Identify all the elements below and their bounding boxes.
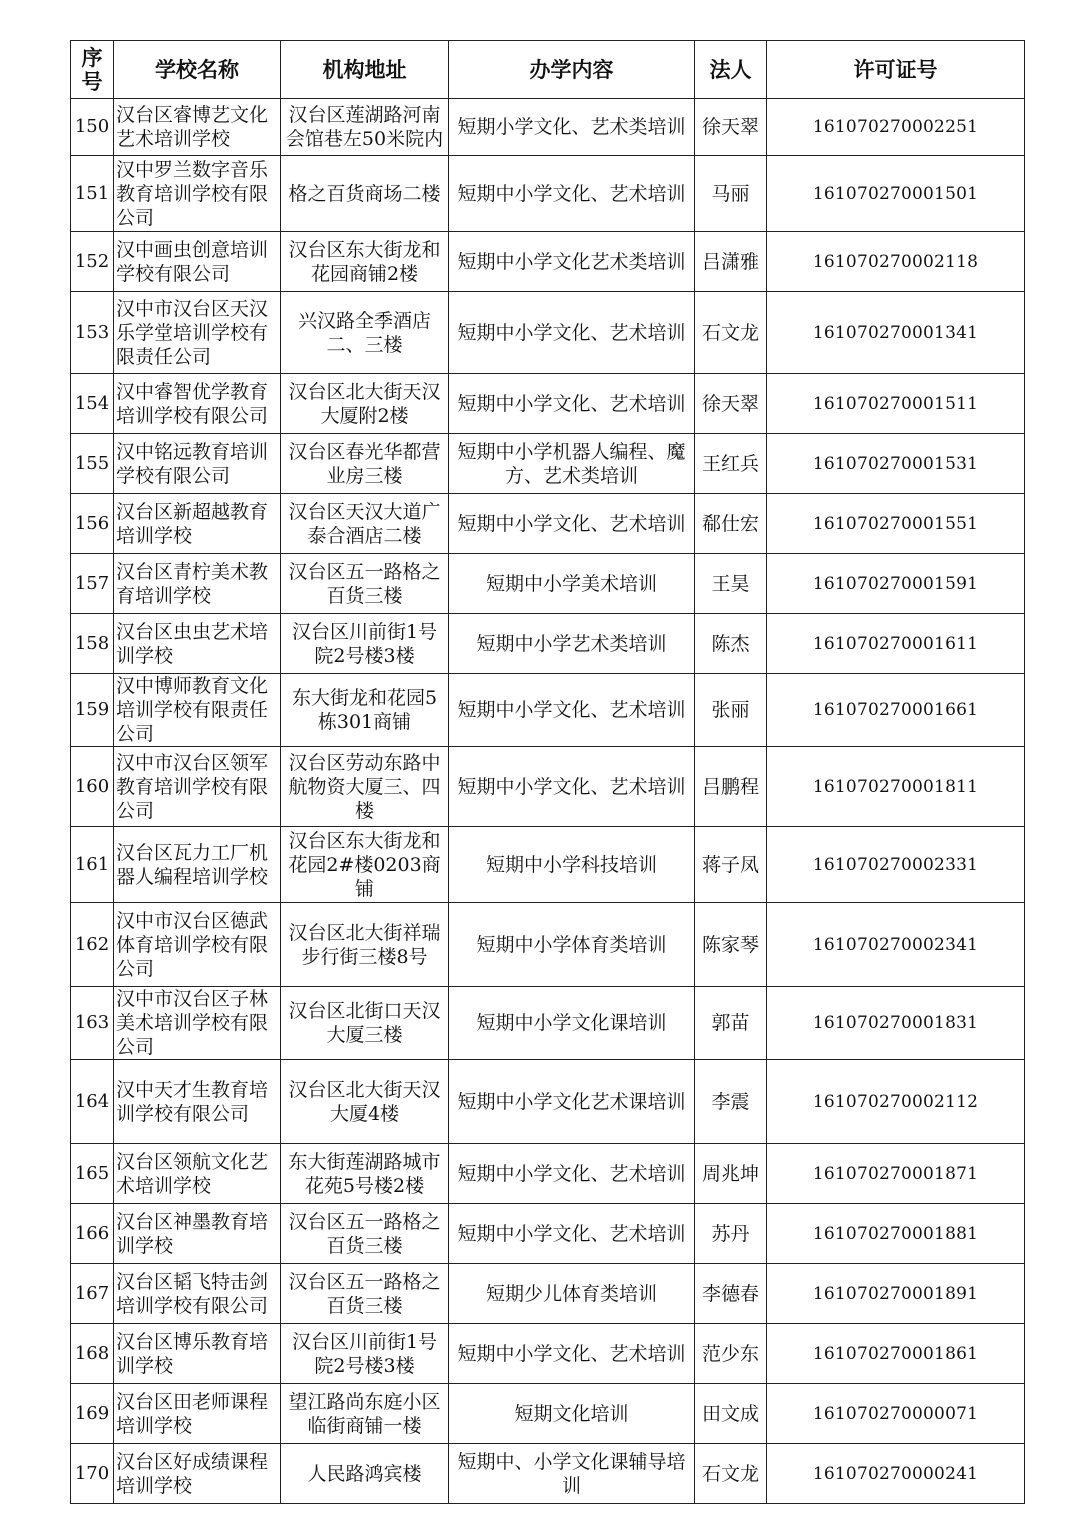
school-name: 汉中市汉台区领军教育培训学校有限公司 (114, 747, 281, 827)
school-name: 汉台区领航文化艺术培训学校 (114, 1144, 281, 1204)
license-number: 161070270001501 (767, 156, 1025, 232)
header-no: 序号 (71, 41, 114, 99)
school-name: 汉中睿智优学教育培训学校有限公司 (114, 374, 281, 434)
table-row (71, 156, 1025, 232)
school-name: 汉中天才生教育培训学校有限公司 (114, 1060, 281, 1144)
license-number: 161070270002118 (767, 232, 1025, 292)
header-scope: 办学内容 (449, 41, 695, 99)
training-scope: 短期中小学文化、艺术培训 (449, 747, 695, 827)
table-row (71, 292, 1025, 374)
legal-representative: 范少东 (695, 1324, 767, 1384)
school-name: 汉中市汉台区子林美术培训学校有限公司 (114, 987, 281, 1060)
license-number: 161070270001341 (767, 292, 1025, 374)
table-row (71, 1444, 1025, 1504)
school-address: 汉台区春光华都营业房三楼 (281, 434, 449, 494)
school-name: 汉台区睿博艺文化艺术培训学校 (114, 99, 281, 156)
header-license: 许可证号 (767, 41, 1025, 99)
training-scope: 短期中小学文化、艺术培训 (449, 1204, 695, 1264)
row-number: 170 (71, 1444, 114, 1504)
school-address: 汉台区北大街祥瑞步行街三楼8号 (281, 903, 449, 987)
legal-representative: 周兆坤 (695, 1144, 767, 1204)
license-number: 161070270001511 (767, 374, 1025, 434)
table-row (71, 1384, 1025, 1444)
training-scope: 短期中小学美术培训 (449, 554, 695, 614)
school-name: 汉台区神墨教育培训学校 (114, 1204, 281, 1264)
row-number: 164 (71, 1060, 114, 1144)
school-address: 望江路尚东庭小区临街商铺一楼 (281, 1384, 449, 1444)
school-name: 汉台区田老师课程培训学校 (114, 1384, 281, 1444)
row-number: 151 (71, 156, 114, 232)
row-number: 157 (71, 554, 114, 614)
license-number: 161070270001551 (767, 494, 1025, 554)
row-number: 152 (71, 232, 114, 292)
legal-representative: 李震 (695, 1060, 767, 1144)
training-scope: 短期中小学科技培训 (449, 827, 695, 903)
table-row (71, 747, 1025, 827)
license-number: 161070270001861 (767, 1324, 1025, 1384)
school-name: 汉台区虫虫艺术培训学校 (114, 614, 281, 674)
school-name: 汉中市汉台区天汉乐学堂培训学校有限责任公司 (114, 292, 281, 374)
table-row (71, 674, 1025, 747)
row-number: 159 (71, 674, 114, 747)
legal-representative: 石文龙 (695, 1444, 767, 1504)
header-school-name: 学校名称 (114, 41, 281, 99)
school-name: 汉台区韬飞特击剑培训学校有限公司 (114, 1264, 281, 1324)
header-row (71, 41, 1025, 99)
license-number: 161070270001591 (767, 554, 1025, 614)
training-scope: 短期中小学文化、艺术培训 (449, 156, 695, 232)
school-name: 汉台区好成绩课程培训学校 (114, 1444, 281, 1504)
school-name: 汉台区青柠美术教育培训学校 (114, 554, 281, 614)
license-number: 161070270000071 (767, 1384, 1025, 1444)
training-scope: 短期中小学文化、艺术培训 (449, 374, 695, 434)
table-row (71, 1264, 1025, 1324)
school-name: 汉中铭远教育培训学校有限公司 (114, 434, 281, 494)
license-number: 161070270002341 (767, 903, 1025, 987)
table-row (71, 1324, 1025, 1384)
legal-representative: 王红兵 (695, 434, 767, 494)
training-scope: 短期中小学文化艺术课培训 (449, 1060, 695, 1144)
school-address: 人民路鸿宾楼 (281, 1444, 449, 1504)
table-row (71, 434, 1025, 494)
legal-representative: 石文龙 (695, 292, 767, 374)
license-number: 161070270001881 (767, 1204, 1025, 1264)
table-row (71, 903, 1025, 987)
training-scope: 短期中、小学文化课辅导培训 (449, 1444, 695, 1504)
license-number: 161070270001611 (767, 614, 1025, 674)
table-row (71, 232, 1025, 292)
header-legal-rep: 法人 (695, 41, 767, 99)
row-number: 155 (71, 434, 114, 494)
school-address: 汉台区莲湖路河南会馆巷左50米院内 (281, 99, 449, 156)
row-number: 160 (71, 747, 114, 827)
school-address: 汉台区天汉大道广泰合酒店二楼 (281, 494, 449, 554)
legal-representative: 陈杰 (695, 614, 767, 674)
license-number: 161070270001661 (767, 674, 1025, 747)
table-row (71, 1204, 1025, 1264)
legal-representative: 郭苗 (695, 987, 767, 1060)
table-row (71, 494, 1025, 554)
legal-representative: 苏丹 (695, 1204, 767, 1264)
row-number: 154 (71, 374, 114, 434)
training-scope: 短期中小学文化艺术类培训 (449, 232, 695, 292)
row-number: 168 (71, 1324, 114, 1384)
legal-representative: 张丽 (695, 674, 767, 747)
school-address: 格之百货商场二楼 (281, 156, 449, 232)
training-scope: 短期小学文化、艺术类培训 (449, 99, 695, 156)
training-scope: 短期中小学文化课培训 (449, 987, 695, 1060)
training-scope: 短期中小学机器人编程、魔方、艺术类培训 (449, 434, 695, 494)
row-number: 169 (71, 1384, 114, 1444)
school-address: 汉台区东大街龙和花园商铺2楼 (281, 232, 449, 292)
license-number: 161070270002251 (767, 99, 1025, 156)
school-name: 汉中市汉台区德武体育培训学校有限公司 (114, 903, 281, 987)
school-name: 汉台区博乐教育培训学校 (114, 1324, 281, 1384)
training-scope: 短期文化培训 (449, 1384, 695, 1444)
school-address: 东大街龙和花园5栋301商铺 (281, 674, 449, 747)
school-address: 汉台区劳动东路中航物资大厦三、四楼 (281, 747, 449, 827)
header-address: 机构地址 (281, 41, 449, 99)
row-number: 153 (71, 292, 114, 374)
row-number: 150 (71, 99, 114, 156)
table-row (71, 99, 1025, 156)
license-number: 161070270002331 (767, 827, 1025, 903)
school-name: 汉台区瓦力工厂机器人编程培训学校 (114, 827, 281, 903)
table-row (71, 374, 1025, 434)
legal-representative: 陈家琴 (695, 903, 767, 987)
license-number: 161070270002112 (767, 1060, 1025, 1144)
license-number: 161070270001871 (767, 1144, 1025, 1204)
row-number: 167 (71, 1264, 114, 1324)
table-row (71, 827, 1025, 903)
school-address: 汉台区五一路格之百货三楼 (281, 1204, 449, 1264)
school-address: 汉台区北大街天汉大厦附2楼 (281, 374, 449, 434)
legal-representative: 徐天翠 (695, 99, 767, 156)
table-row (71, 987, 1025, 1060)
row-number: 165 (71, 1144, 114, 1204)
school-address: 汉台区川前街1号院2号楼3楼 (281, 1324, 449, 1384)
legal-representative: 王昊 (695, 554, 767, 614)
school-address: 汉台区北街口天汉大厦三楼 (281, 987, 449, 1060)
license-number: 161070270001531 (767, 434, 1025, 494)
legal-representative: 徐天翠 (695, 374, 767, 434)
training-scope: 短期中小学文化、艺术培训 (449, 1324, 695, 1384)
legal-representative: 马丽 (695, 156, 767, 232)
school-address: 汉台区东大街龙和花园2#楼0203商铺 (281, 827, 449, 903)
row-number: 166 (71, 1204, 114, 1264)
school-address: 汉台区五一路格之百货三楼 (281, 1264, 449, 1324)
school-address: 汉台区川前街1号院2号楼3楼 (281, 614, 449, 674)
legal-representative: 蒋子凤 (695, 827, 767, 903)
training-scope: 短期中小学文化、艺术培训 (449, 1144, 695, 1204)
table-row (71, 614, 1025, 674)
legal-representative: 田文成 (695, 1384, 767, 1444)
school-name: 汉中画虫创意培训学校有限公司 (114, 232, 281, 292)
row-number: 156 (71, 494, 114, 554)
training-scope: 短期中小学艺术类培训 (449, 614, 695, 674)
school-address: 东大街莲湖路城市花苑5号楼2楼 (281, 1144, 449, 1204)
license-number: 161070270001891 (767, 1264, 1025, 1324)
license-number: 161070270000241 (767, 1444, 1025, 1504)
row-number: 158 (71, 614, 114, 674)
row-number: 163 (71, 987, 114, 1060)
legal-representative: 李德春 (695, 1264, 767, 1324)
school-name: 汉台区新超越教育培训学校 (114, 494, 281, 554)
table-row (71, 554, 1025, 614)
row-number: 161 (71, 827, 114, 903)
license-number: 161070270001811 (767, 747, 1025, 827)
legal-representative: 吕潇雅 (695, 232, 767, 292)
school-name: 汉中博师教育文化培训学校有限责任公司 (114, 674, 281, 747)
school-address: 汉台区北大街天汉大厦4楼 (281, 1060, 449, 1144)
legal-representative: 郗仕宏 (695, 494, 767, 554)
training-scope: 短期中小学文化、艺术培训 (449, 494, 695, 554)
training-scope: 短期中小学文化、艺术培训 (449, 292, 695, 374)
table-row (71, 1144, 1025, 1204)
license-number: 161070270001831 (767, 987, 1025, 1060)
row-number: 162 (71, 903, 114, 987)
school-address: 兴汉路全季酒店二、三楼 (281, 292, 449, 374)
training-scope: 短期少儿体育类培训 (449, 1264, 695, 1324)
table-row (71, 1060, 1025, 1144)
legal-representative: 吕鹏程 (695, 747, 767, 827)
training-scope: 短期中小学体育类培训 (449, 903, 695, 987)
school-license-table (70, 40, 1025, 1504)
school-name: 汉中罗兰数字音乐教育培训学校有限公司 (114, 156, 281, 232)
school-address: 汉台区五一路格之百货三楼 (281, 554, 449, 614)
training-scope: 短期中小学文化、艺术培训 (449, 674, 695, 747)
